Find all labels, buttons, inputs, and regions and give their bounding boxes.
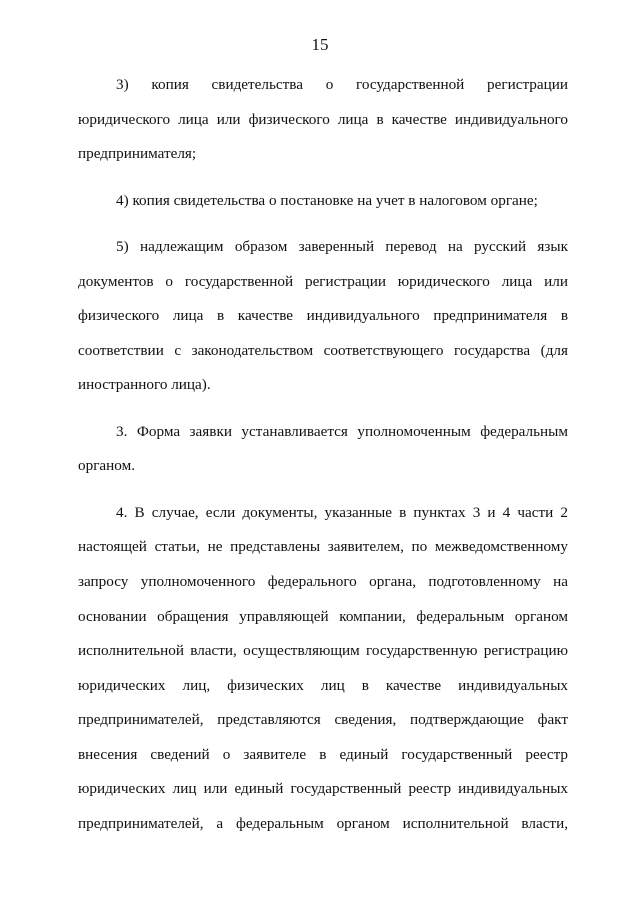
paragraph-item-4-tax-registration [78,184,568,219]
text-line: исполнительной власти, осуществляющим государственную регистрацию [78,642,568,660]
text-line: настоящей статьи, не представлены заявителем, по межведомственному [78,538,568,556]
text-line: 5) надлежащим образом заверенный перевод на русский язык [116,237,568,255]
text-line: документов о государственной регистрации юридического лица или [78,272,568,290]
page-number: 15 [311,35,329,54]
text-line: 4. В случае, если документы, указанные в пунктах 3 и 4 части 2 [116,503,568,521]
text-line: органом. [78,457,135,475]
document-body [78,68,568,853]
text-line: соответствии с законодательством соответствующего государства (для [78,341,568,359]
paragraph-section-3-application-form [78,415,568,484]
text-line: основании обращения управляющей компании, федеральным органом [78,607,568,625]
text-line: иностранного лица). [78,376,211,394]
text-line: 3. Форма заявки устанавливается уполномоченным федеральным [116,422,568,440]
paragraph-section-4-interagency-request [78,496,568,842]
text-line: предпринимателей, представляются сведения, подтверждающие факт [78,711,568,729]
text-line: внесения сведений о заявителе в единый государственный реестр [78,745,568,763]
text-line: запросу уполномоченного федерального органа, подготовленному на [78,572,568,590]
paragraph-item-3-copy-certificate [78,68,568,172]
text-line: юридических лиц или единый государственный реестр индивидуальных [78,780,568,798]
paragraph-item-5-translation [78,230,568,403]
text-line: юридических лиц, физических лиц в качестве индивидуальных [78,676,568,694]
text-line: предпринимателя; [78,145,197,163]
text-line: юридического лица или физического лица в качестве индивидуального [78,110,568,128]
text-line: 4) копия свидетельства о постановке на учет в налоговом органе; [116,191,538,209]
text-line: предпринимателей, а федеральным органом исполнительной власти, [78,815,568,833]
text-line: 3) копия свидетельства о государственной регистрации [116,76,568,93]
text-line: физического лица в качестве индивидуального предпринимателя в [78,307,568,325]
